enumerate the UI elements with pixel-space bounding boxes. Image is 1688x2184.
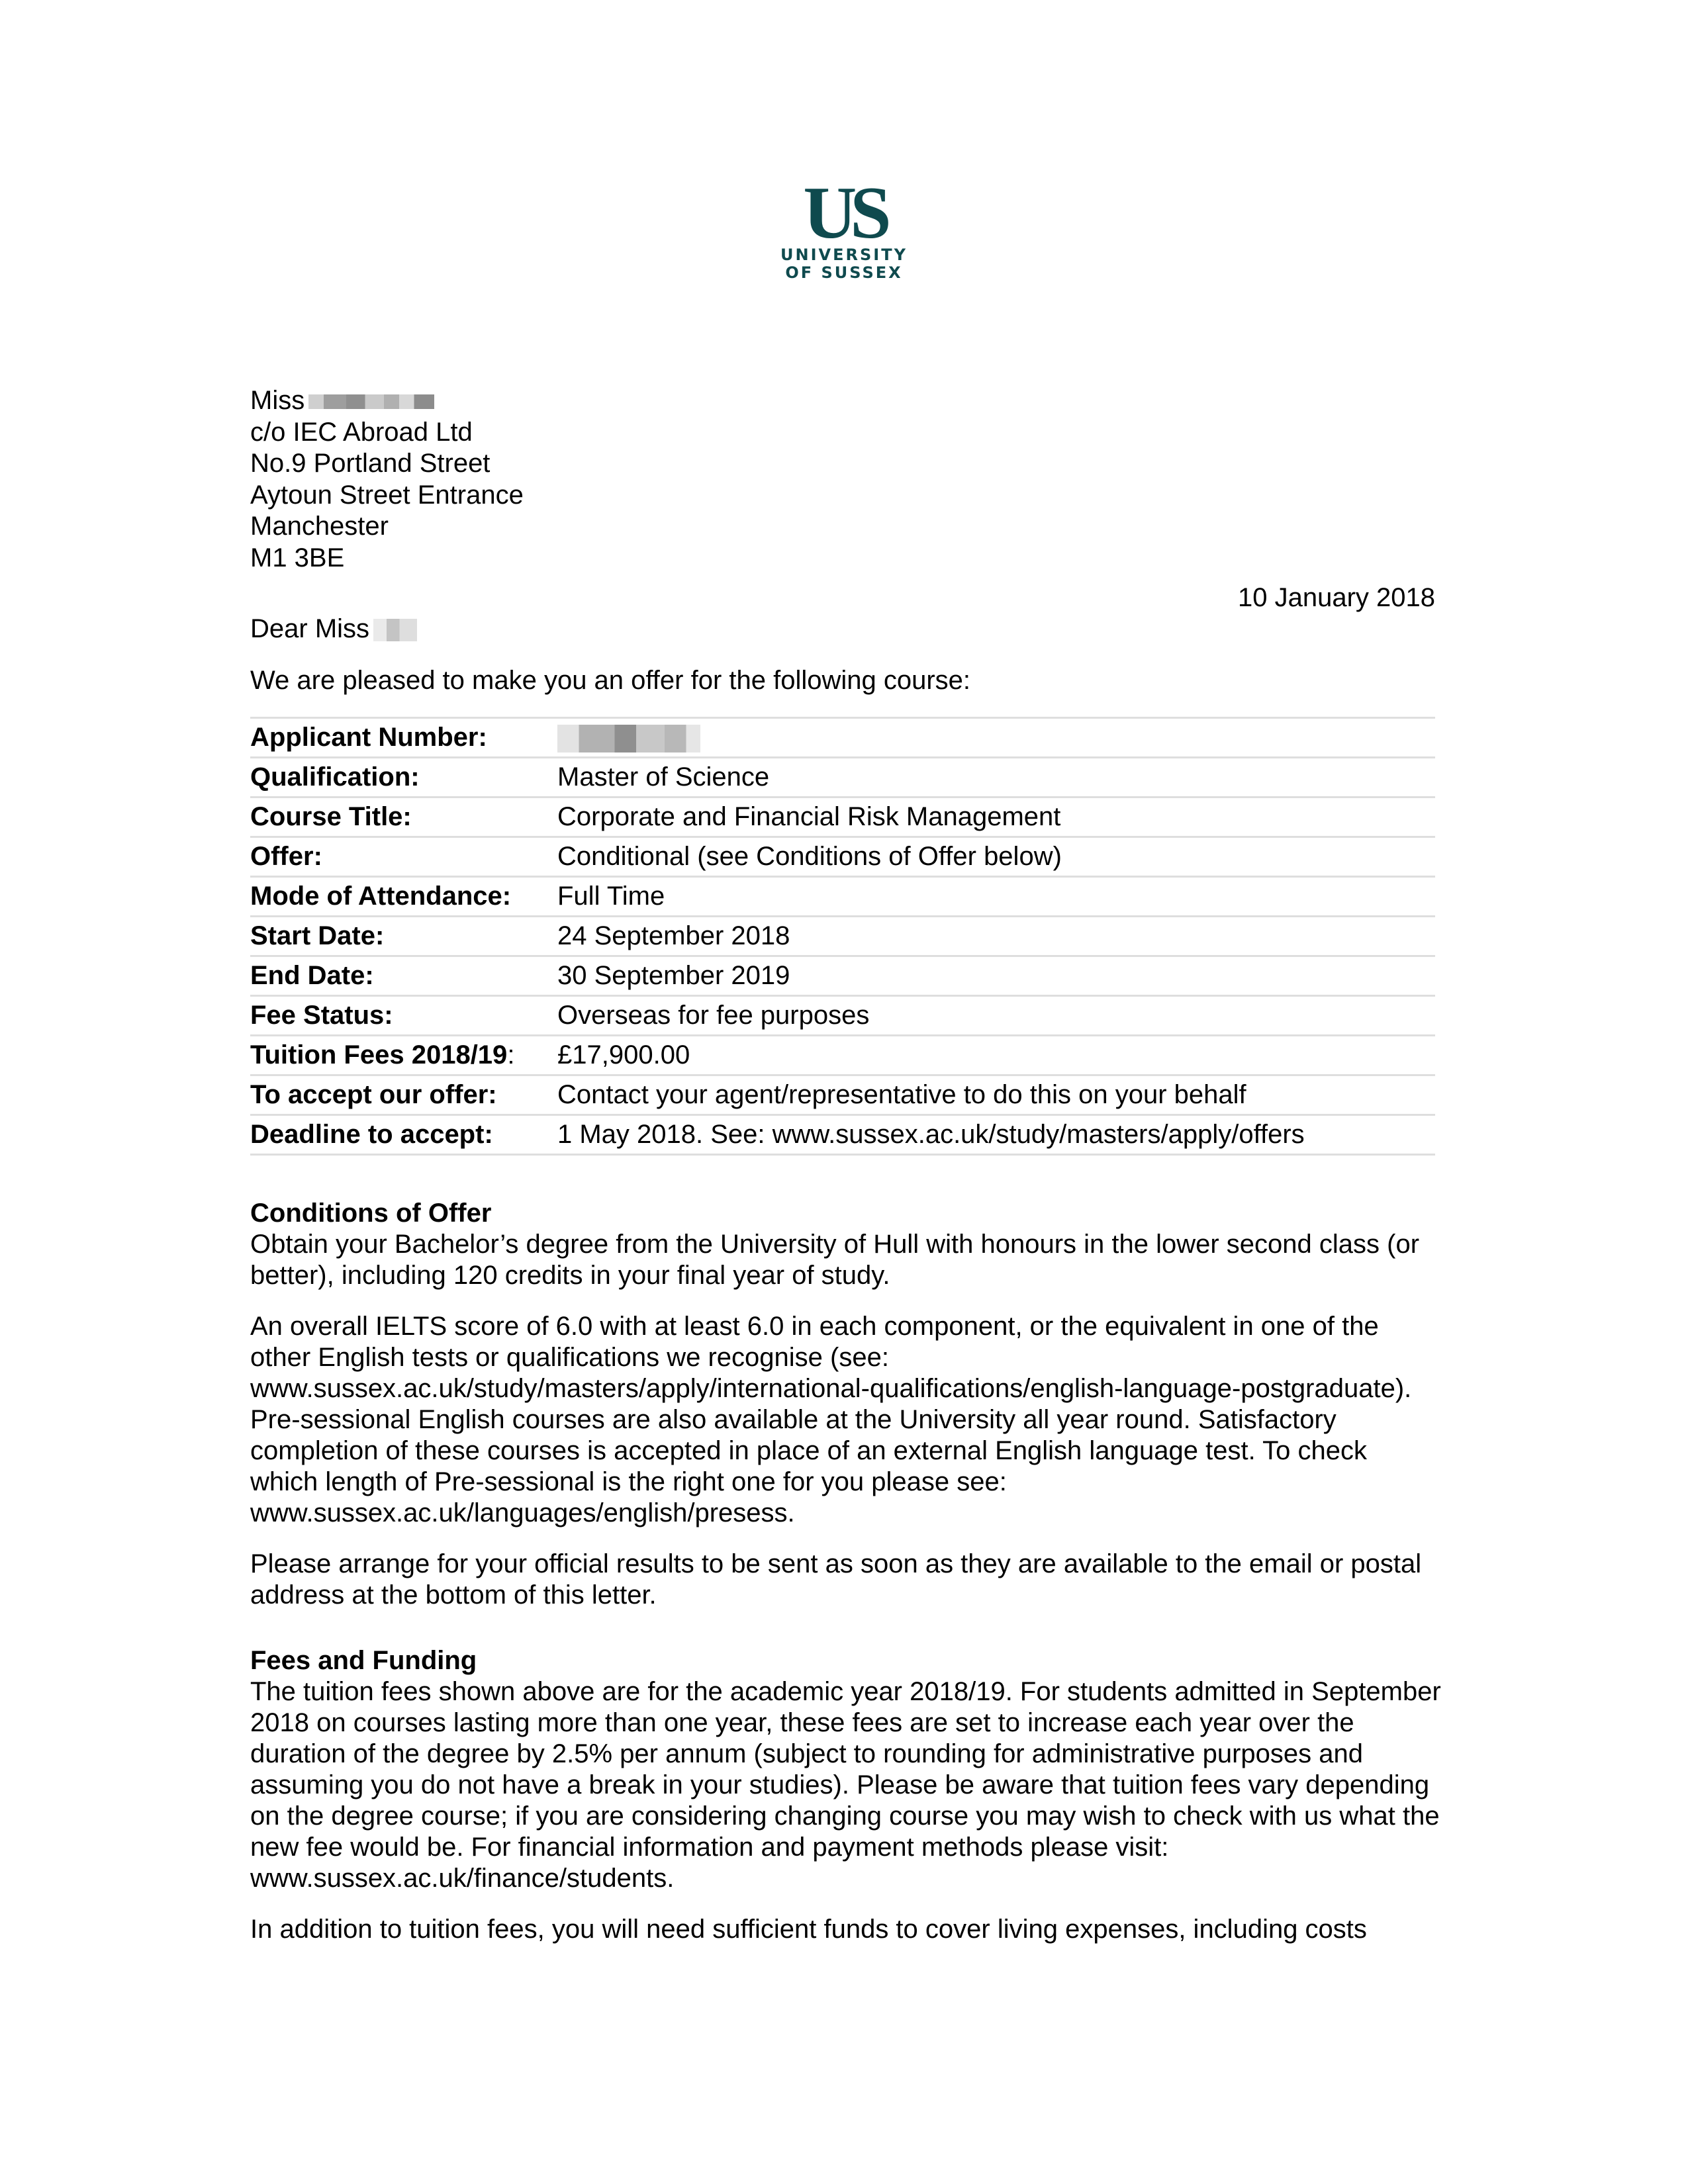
row-value: Corporate and Financial Risk Management: [557, 802, 1061, 831]
row-value: 1 May 2018. See: www.sussex.ac.uk/study/masters/apply/offers: [557, 1120, 1305, 1149]
fees-heading: Fees and Funding: [250, 1646, 477, 1675]
row-label: Deadline to accept:: [250, 1120, 493, 1149]
address-line: No.9 Portland Street: [250, 449, 491, 478]
row-value: 24 September 2018: [557, 921, 790, 950]
row-value: Master of Science: [557, 762, 770, 792]
conditions-section: [250, 1198, 1442, 1611]
row-label: [250, 1036, 557, 1075]
fees-paragraph: In addition to tuition fees, you will need sufficient funds to cover living expenses, including costs: [250, 1915, 1367, 1944]
conditions-heading: Conditions of Offer: [250, 1199, 492, 1228]
recipient-address: [250, 385, 524, 574]
logo-mark: US: [803, 172, 885, 254]
table-row: [250, 718, 1435, 758]
table-row: [250, 877, 1435, 917]
row-label: Course Title:: [250, 802, 412, 831]
university-logo: [768, 172, 920, 282]
table-row: [250, 837, 1435, 877]
row-value: [557, 718, 1435, 758]
salutation: [250, 614, 417, 645]
row-label: Mode of Attendance:: [250, 882, 512, 911]
table-row: [250, 996, 1435, 1036]
redacted-applicant-number: [557, 725, 700, 752]
address-line: Manchester: [250, 512, 389, 541]
conditions-paragraph: An overall IELTS score of 6.0 with at least 6.0 in each component, or the equivalent in one of the other English tests or qualifications we recognise (see: www.sussex.ac.uk/study/masters/apply/international-qualifications/english-language-postgraduate). Pre-sessional English courses are also available at the University all year round. Satisfactory completion of these courses is accepted in place of an external English language test. To check which length of Pre-sessional is the right one for you please see: www.sussex.ac.uk/languages/english/presess.: [250, 1312, 1412, 1527]
recipient-name-line: [250, 385, 524, 417]
address-line: M1 3BE: [250, 543, 345, 572]
row-label-text: Tuition Fees 2018/19: [250, 1040, 508, 1069]
table-row: [250, 1075, 1435, 1115]
conditions-paragraph: Please arrange for your official results to be sent as soon as they are available to the email or postal address at the bottom of this letter.: [250, 1549, 1422, 1610]
logo-line-2: OF SUSSEX: [785, 263, 903, 282]
row-value: 30 September 2019: [557, 961, 790, 990]
table-row: [250, 956, 1435, 996]
table-row: [250, 1036, 1435, 1075]
logo-line-1: UNIVERSITY: [780, 246, 908, 264]
recipient-title: Miss: [250, 386, 305, 415]
fees-section: [250, 1645, 1442, 1945]
salutation-text: Dear Miss: [250, 614, 370, 643]
row-label-suffix: :: [507, 1040, 515, 1069]
redacted-name: [373, 619, 417, 641]
conditions-paragraph: Obtain your Bachelor’s degree from the University of Hull with honours in the lower second class (or better), including 120 credits in your final year of study.: [250, 1230, 1420, 1290]
table-row: [250, 758, 1435, 797]
fees-paragraph: The tuition fees shown above are for the academic year 2018/19. For students admitted in September 2018 on courses lasting more than one year, these fees are set to increase each year over the duration of the degree by 2.5% per annum (subject to rounding for administrative purposes and assuming you do not have a break in your studies). Please be aware that tuition fees vary depending on the degree course; if you are considering changing course you may wish to check with us what the new fee would be. For financial information and payment methods please visit: www.sussex.ac.uk/finance/students.: [250, 1677, 1441, 1893]
offer-details-table: [250, 717, 1435, 1156]
row-label: Applicant Number:: [250, 723, 487, 752]
row-value: £17,900.00: [557, 1040, 690, 1069]
row-label: To accept our offer:: [250, 1080, 497, 1109]
table-row: [250, 797, 1435, 837]
row-label: Start Date:: [250, 921, 385, 950]
redacted-name: [308, 394, 434, 409]
address-line: Aytoun Street Entrance: [250, 480, 524, 510]
intro-text: We are pleased to make you an offer for the following course:: [250, 666, 971, 695]
row-value: Full Time: [557, 882, 665, 911]
row-value: Contact your agent/representative to do this on your behalf: [557, 1080, 1246, 1109]
row-label: Offer:: [250, 842, 322, 871]
row-label: Qualification:: [250, 762, 420, 792]
letter-date: 10 January 2018: [1237, 583, 1435, 612]
row-label: End Date:: [250, 961, 374, 990]
table-row: [250, 917, 1435, 956]
table-row: [250, 1115, 1435, 1155]
row-value: Overseas for fee purposes: [557, 1001, 870, 1030]
row-value: Conditional (see Conditions of Offer below): [557, 842, 1062, 871]
row-label: Fee Status:: [250, 1001, 393, 1030]
address-line: c/o IEC Abroad Ltd: [250, 417, 473, 447]
